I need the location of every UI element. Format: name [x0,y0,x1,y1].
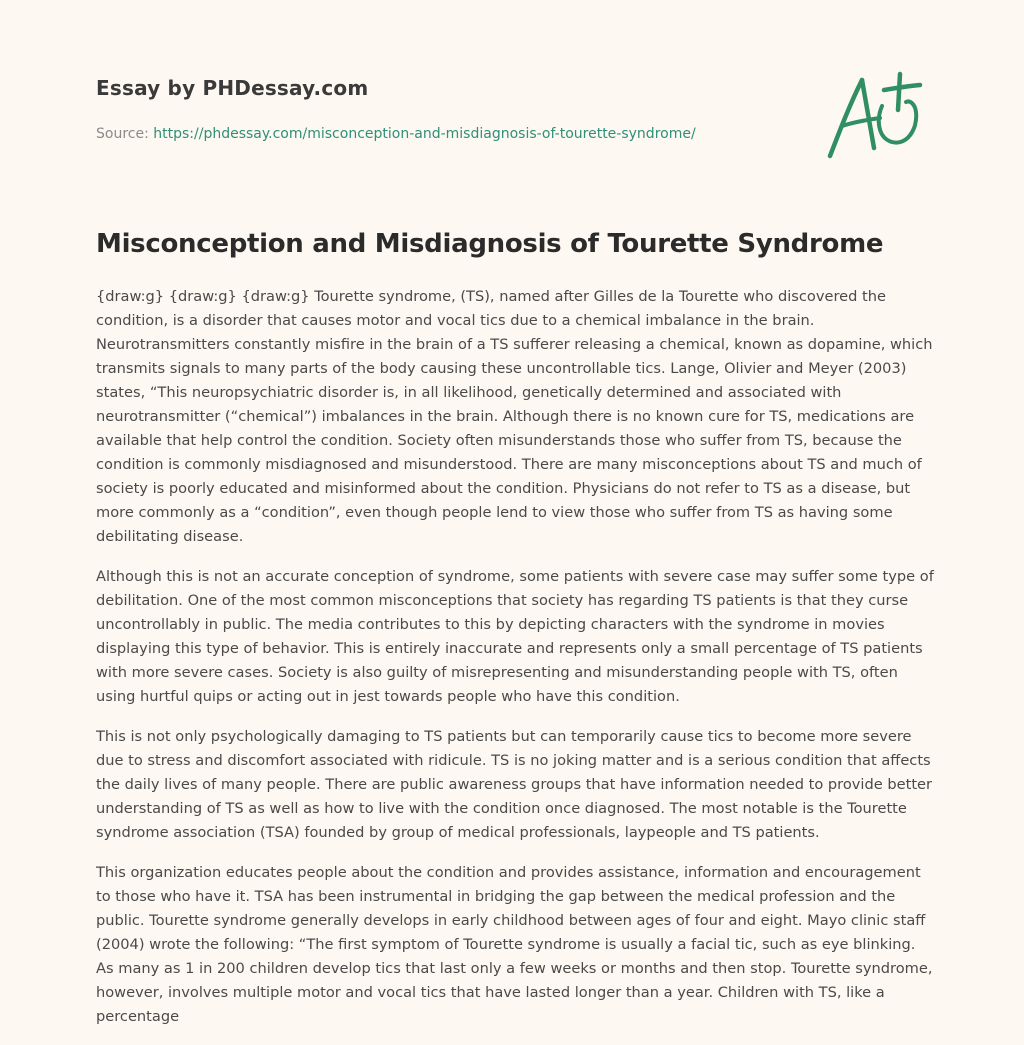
article-body [96,285,934,1045]
article-paragraph: This organization educates people about the condition and provides assistance, information and encouragement to those who have it. TSA has been instrumental in bridging the gap between the medical profession and the public. Tourette syndrome generally develops in early childhood between ages of four and eight. Mayo clinic staff (2004) wrote the following: “The first symptom of Tourette syndrome is usually a facial tic, such as eye blinking. As many as 1 in 200 children develop tics that last only a few weeks or months and then stop. Tourette syndrome, however, involves multiple motor and vocal tics that have lasted longer than a year. Children with TS, like a percentage [96,864,933,1025]
a-plus-logo-icon [820,68,930,164]
source-line [96,126,796,142]
site-brand: Essay by PHDessay.com [96,76,369,100]
article-paragraph: Although this is not an accurate conception of syndrome, some patients with severe case may suffer some type of debilitation. One of the most common misconceptions that society has regarding TS patients is that they curse uncontrollably in public. The media contributes to this by depicting characters with the syndrome in movies displaying this type of behavior. This is entirely inaccurate and represents only a small percentage of TS patients with more severe cases. Society is also guilty of misrepresenting and misunderstanding people with TS, often using hurtful quips or acting out in jest towards people who have this condition. [96,568,934,705]
source-link[interactable]: https://phdessay.com/misconception-and-misdiagnosis-of-tourette-syndrome/ [153,126,696,142]
article-title: Misconception and Misdiagnosis of Tourette Syndrome [96,229,884,259]
page-header [96,76,796,142]
article-paragraph: This is not only psychologically damaging to TS patients but can temporarily cause tics to become more severe due to stress and discomfort associated with ridicule. TS is no joking matter and is a serious condition that affects the daily lives of many people. There are public awareness groups that have information needed to provide better understanding of TS as well as how to live with the condition once diagnosed. The most notable is the Tourette syndrome association (TSA) founded by group of medical professionals, laypeople and TS patients. [96,728,933,841]
article-paragraph: {draw:g} {draw:g} {draw:g} Tourette syndrome, (TS), named after Gilles de la Tourette who discovered the condition, is a disorder that causes motor and vocal tics due to a chemical imbalance in the brain. Neurotransmitters constantly misfire in the brain of a TS sufferer releasing a chemical, known as dopamine, which transmits signals to many parts of the body causing these uncontrollable tics. Lange, Olivier and Meyer (2003) states, “This neuropsychiatric disorder is, in all likelihood, genetically determined and associated with neurotransmitter (“chemical”) imbalances in the brain. Although there is no known cure for TS, medications are available that help control the condition. Society often misunderstands those who suffer from TS, because the condition is commonly misdiagnosed and misunderstood. There are many misconceptions about TS and much of society is poorly educated and misinformed about the condition. Physicians do not refer to TS as a disease, but more commonly as a “condition”, even though people lend to view those who suffer from TS as having some debilitating disease. [96,288,933,545]
source-label: Source: [96,126,149,142]
